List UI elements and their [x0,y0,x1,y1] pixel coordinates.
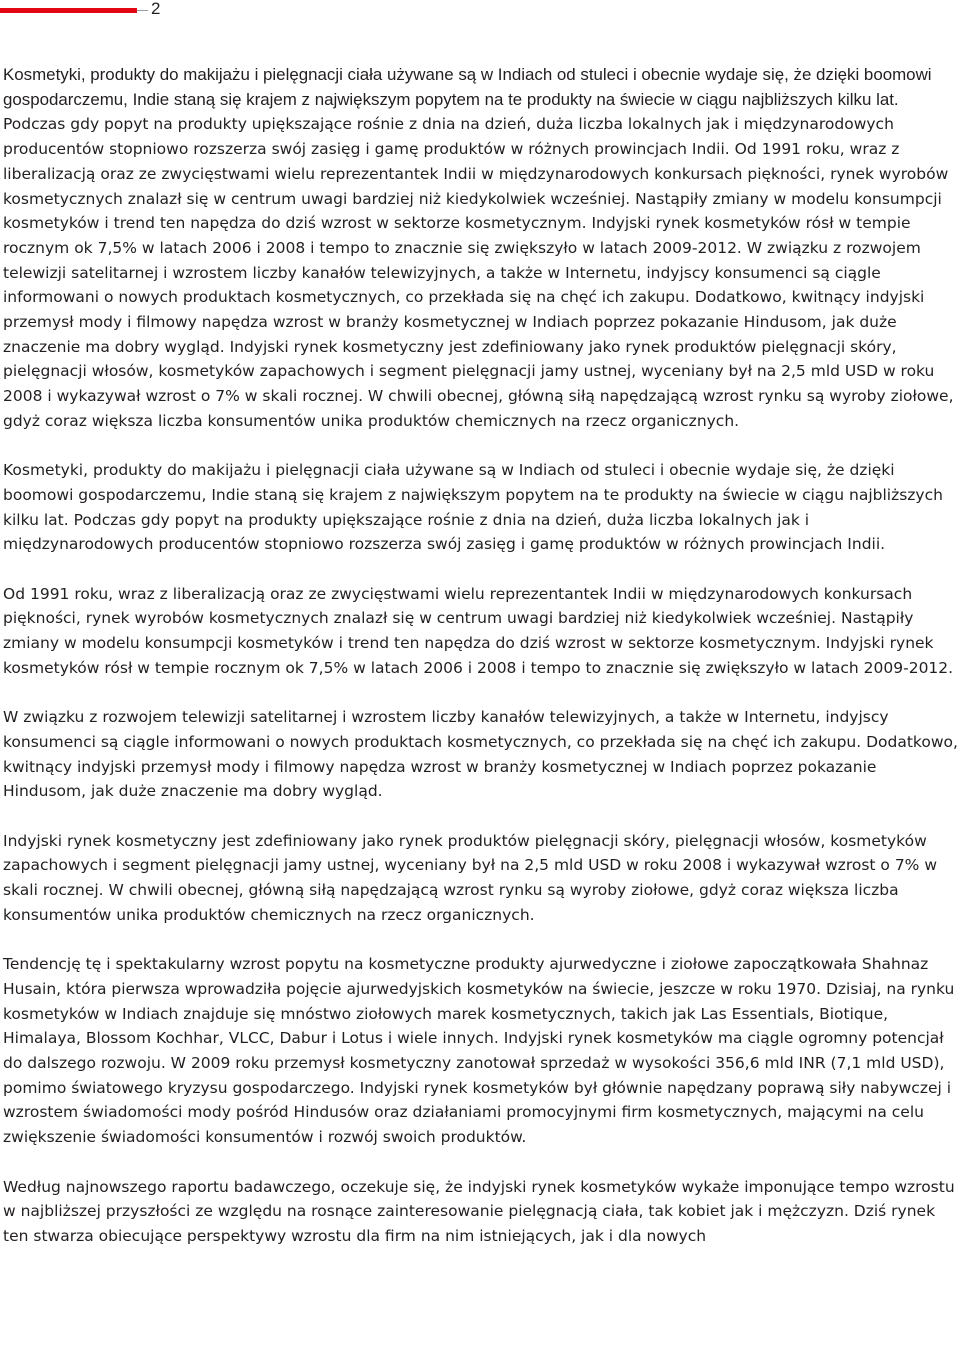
paragraph-1-lead: Kosmetyki, produkty do makijażu i pielęgnacji ciała używane są w Indiach od stuleci i obecnie wydaje się, że dzięki boomowi gospodarczemu, Indie staną się krajem z największym popytem na te produkty na świecie w ciągu najbliższych kilku lat. [3,65,932,109]
page-header [0,0,960,40]
paragraph-1 [3,63,960,434]
paragraph-3: Od 1991 roku, wraz z liberalizacją oraz ze zwycięstwami wielu reprezentantek Indii w międzynarodowych konkursach piękności, rynek wyrobów kosmetycznych znalazł się w centrum uwagi bardziej niż kiedykolwiek wcześniej. Nastąpiły zmiany w modelu konsumpcji kosmetyków i trend ten napędza do dziś wzrost w sektorze kosmetycznym. Indyjski rynek kosmetyków rósł w tempie rocznym ok 7,5% w latach 2006 i 2008 i tempo to znacznie się zwiększyło w latach 2009-2012. [3,584,954,677]
header-red-rule [0,8,137,13]
paragraph-6: Tendencję tę i spektakularny wzrost popytu na kosmetyczne produkty ajurwedyczne i ziołowe zapoczątkowała Shahnaz Husain, która pierwsza wprowadziła pojęcie ajurwedyjskich kosmetyków na świecie, jeszcze w roku 1970. Dzisiaj, na rynku kosmetyków w Indiach znajduje się mnóstwo ziołowych marek kosmetycznych, takich jak Las Essentials, Biotique, Himalaya, Blossom Kochhar, VLCC, Dabur i Lotus i wiele innych. Indyjski rynek kosmetyków ma ciągle ogromny potencjał do dalszego rozwoju. W 2009 roku przemysł kosmetyczny zanotował sprzedaż w wysokości 356,6 mld INR (7,1 mld USD), pomimo światowego kryzysu gospodarczego. Indyjski rynek kosmetyków był głównie napędzany poprawą siły nabywczej i wzrostem świadomości mody pośród Hindusów oraz działaniami promocyjnymi firm kosmetycznych, mającymi na celu zwiększenie świadomości konsumentów i rozwój swoich produktów. [3,955,955,1147]
paragraph-2: Kosmetyki, produkty do makijażu i pielęgnacji ciała używane są w Indiach od stuleci i obecnie wydaje się, że dzięki boomowi gospodarczemu, Indie staną się krajem z największym popytem na te produkty na świecie w ciągu najbliższych kilku lat. Podczas gdy popyt na produkty upiększające rośnie z dnia na dzień, duża liczba lokalnych jak i międzynarodowych producentów stopniowo rozszerza swój zasięg i gamę produktów w różnych prowincjach Indii. [3,461,943,554]
paragraph-4: W związku z rozwojem telewizji satelitarnej i wzrostem liczby kanałów telewizyjnych, a także w Internetu, indyjscy konsumenci są ciągle informowani o nowych produktach kosmetycznych, co przekłada się na chęć ich zakupu. Dodatkowo, kwitnący indyjski przemysł mody i filmowy napędza wzrost w branży kosmetycznej w Indiach poprzez pokazanie Hindusom, jak duże znaczenie ma dobry wygląd. [3,708,958,801]
document-body [3,63,960,1273]
paragraph-1-text: Podczas gdy popyt na produkty upiększające rośnie z dnia na dzień, duża liczba lokalnych jak i międzynarodowych producentów stopniowo rozszerza swój zasięg i gamę produktów w różnych prowincjach Indii. Od 1991 roku, wraz z liberalizacją oraz ze zwycięstwami wielu reprezentantek Indii w międzynarodowych konkursach piękności, rynek wyrobów kosmetycznych znalazł się w centrum uwagi bardziej niż kiedykolwiek wcześniej. Nastąpiły zmiany w modelu konsumpcji kosmetyków i trend ten napędza do dziś wzrost w sektorze kosmetycznym. Indyjski rynek kosmetyków rósł w tempie rocznym ok 7,5% w latach 2006 i 2008 i tempo to znacznie się zwiększyło w latach 2009-2012. W związku z rozwojem telewizji satelitarnej i wzrostem liczby kanałów telewizyjnych, a także w Internetu, indyjscy konsumenci są ciągle informowani o nowych produktach kosmetycznych, co przekłada się na chęć ich zakupu. Dodatkowo, kwitnący indyjski przemysł mody i filmowy napędza wzrost w branży kosmetycznej w Indiach poprzez pokazanie Hindusom, jak duże znaczenie ma dobry wygląd. Indyjski rynek kosmetyczny jest zdefiniowany jako rynek produktów pielęgnacji skóry, pielęgnacji włosów, kosmetyków zapachowych i segment pielęgnacji jamy ustnej, wyceniany był na 2,5 mld USD w roku 2008 i wykazywał wzrost o 7% w skali rocznej. W chwili obecnej, główną siłą napędzającą wzrost rynku są wyroby ziołowe, gdyż coraz większa liczba konsumentów unika produktów chemicznych na rzecz organicznych. [3,115,954,430]
paragraph-5: Indyjski rynek kosmetyczny jest zdefiniowany jako rynek produktów pielęgnacji skóry, pielęgnacji włosów, kosmetyków zapachowych i segment pielęgnacji jamy ustnej, wyceniany był na 2,5 mld USD w roku 2008 i wykazywał wzrost o 7% w skali rocznej. W chwili obecnej, główną siłą napędzającą wzrost rynku są wyroby ziołowe, gdyż coraz większa liczba konsumentów unika produktów chemicznych na rzecz organicznych. [3,831,938,924]
page-number: 2 [151,0,161,18]
header-thin-rule [137,10,148,11]
paragraph-7: Według najnowszego raportu badawczego, oczekuje się, że indyjski rynek kosmetyków wykaże imponujące tempo wzrostu w najbliższej przyszłości ze względu na rosnące zainteresowanie pielęgnacją ciała, tak kobiet jak i mężczyzn. Dziś rynek ten stwarza obiecujące perspektywy wzrostu dla firm na nim istniejących, jak i dla nowych [3,1177,955,1245]
